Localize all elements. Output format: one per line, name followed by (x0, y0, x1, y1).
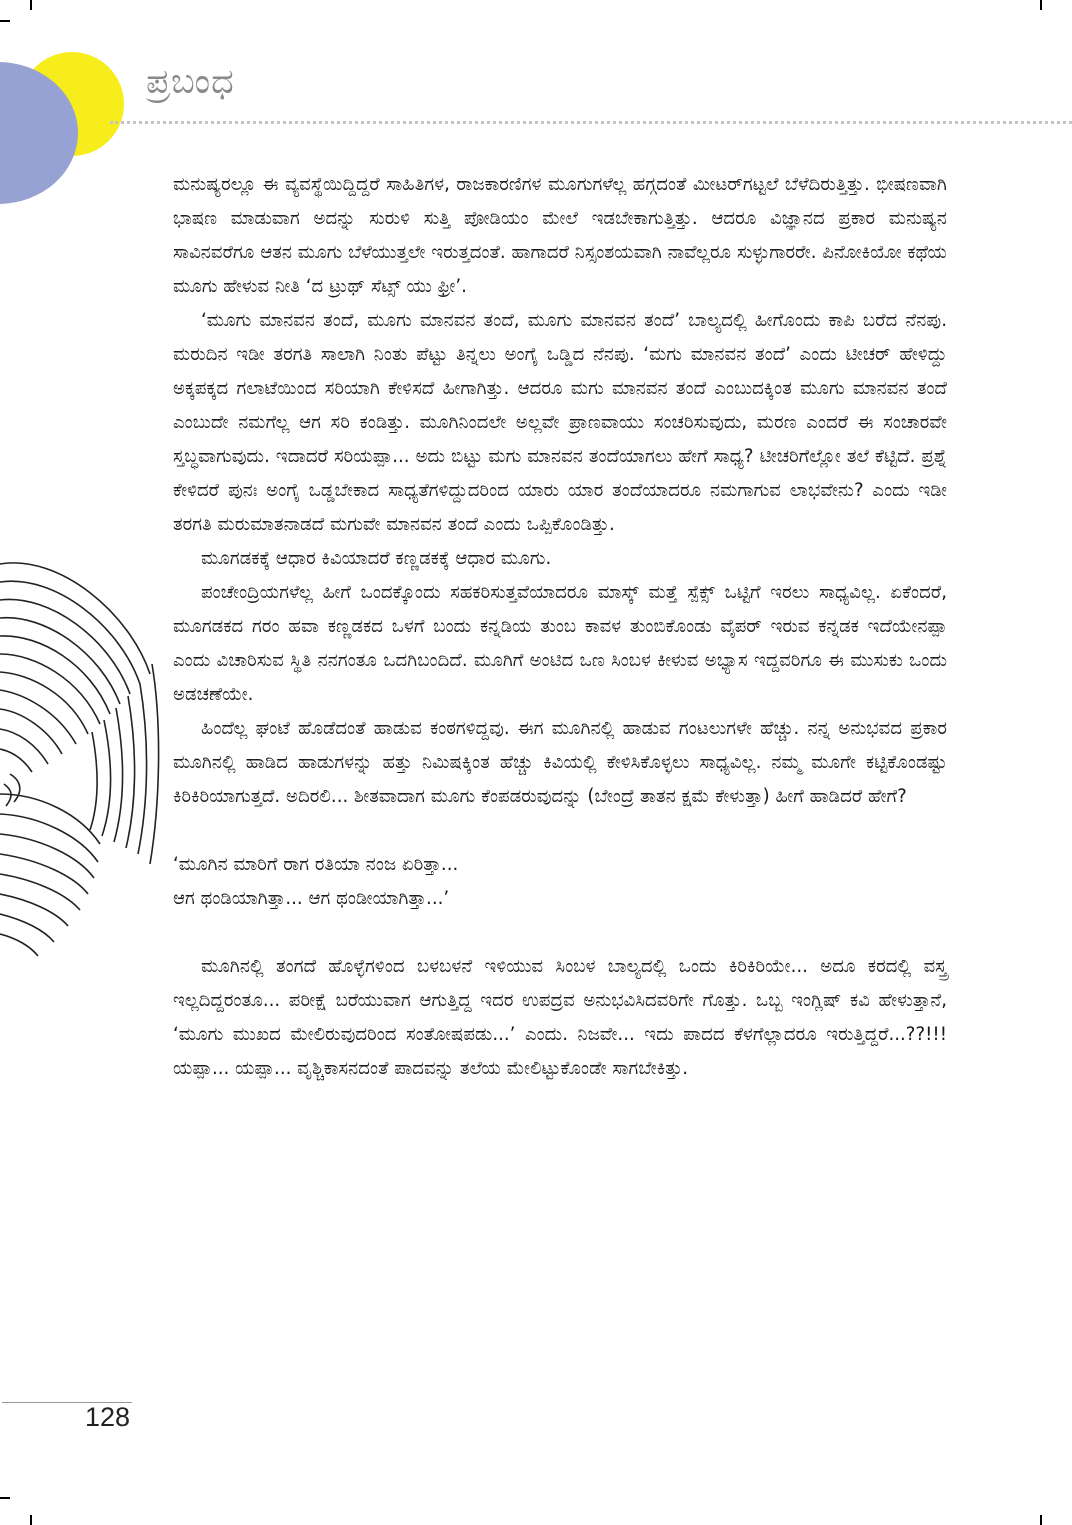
section-title: ಪ್ರಬಂಧ (146, 62, 235, 102)
verse-line: ಆಗ ಥಂಡಿಯಾಗಿತ್ತಾ... ಆಗ ಥಂಡೀಯಾಗಿತ್ತಾ...’ (173, 888, 450, 909)
crop-mark (0, 20, 10, 22)
crop-mark (0, 1497, 10, 1499)
crop-mark (30, 1515, 32, 1525)
crop-mark (30, 0, 32, 10)
paragraph: ಹಿಂದೆಲ್ಲ ಘಂಟೆ ಹೊಡೆದಂತೆ ಹಾಡುವ ಕಂಠಗಳಿದ್ದವು. ಈಗ ಮೂಗಿನಲ್ಲಿ ಹಾಡುವ ಗಂಟಲುಗಳೇ ಹೆಚ್ಚು. ನನ್ನ ಅನುಭವದ ಪ್ರಕಾರ ಮೂಗಿನಲ್ಲಿ ಹಾಡಿದ ಹಾಡುಗಳನ್ನು ಹತ್ತು ನಿಮಿಷಕ್ಕಿಂತ ಹೆಚ್ಚು ಕಿವಿಯಲ್ಲಿ ಕೇಳಿಸಿಕೊಳ್ಳಲು ಸಾಧ್ಯವಿಲ್ಲ. ನಮ್ಮ ಮೂಗೇ ಕಟ್ಟಿಕೊಂಡಷ್ಟು ಕಿರಿಕಿರಿಯಾಗುತ್ತದೆ. ಅದಿರಲಿ... ಶೀತವಾದಾಗ ಮೂಗು ಕೆಂಪಡರುವುದನ್ನು (ಬೇಂದ್ರೆ ತಾತನ ಕ್ಷಮೆ ಕೇಳುತ್ತಾ) ಹೀಗೆ ಹಾಡಿದರೆ ಹೇಗೆ? (173, 718, 947, 807)
crop-mark (1040, 0, 1042, 10)
paragraph: ಪಂಚೇಂದ್ರಿಯಗಳೆಲ್ಲ ಹೀಗೆ ಒಂದಕ್ಕೊಂದು ಸಹಕರಿಸುತ್ತವೆಯಾದರೂ ಮಾಸ್ಕ್ ಮತ್ತೆ ಸ್ಪೆಕ್ಸ್ ಒಟ್ಟಿಗೆ ಇರಲು ಸಾಧ್ಯವಿಲ್ಲ. ಏಕೆಂದರೆ, ಮೂಗಡಕದ ಗರಂ ಹವಾ ಕಣ್ಣಡಕದ ಒಳಗೆ ಬಂದು ಕನ್ನಡಿಯ ತುಂಬ ಕಾವಳ ತುಂಬಿಕೊಂಡು ವೈಪರ್ ಇರುವ ಕನ್ನಡಕ ಇದೆಯೇನಪ್ಪಾ ಎಂದು ವಿಚಾರಿಸುವ ಸ್ಥಿತಿ ನನಗಂತೂ ಒದಗಿಬಂದಿದೆ. ಮೂಗಿಗೆ ಅಂಟಿದ ಒಣ ಸಿಂಬಳ ಕೀಳುವ ಅಭ್ಯಾಸ ಇದ್ದವರಿಗೂ ಈ ಮುಸುಕು ಒಂದು ಅಡಚಣೆಯೇ. (173, 582, 947, 705)
article-body (173, 168, 947, 1086)
page-number: 128 (85, 1402, 131, 1432)
paragraph: ಮೂಗಡಕಕ್ಕೆ ಆಧಾರ ಕಿವಿಯಾದರೆ ಕಣ್ಣಡಕಕ್ಕೆ ಆಧಾರ ಮೂಗು. (201, 548, 552, 569)
fingerprint-illustration (0, 544, 160, 964)
paragraph: ಮನುಷ್ಯರಲ್ಲೂ ಈ ವ್ಯವಸ್ಥೆಯಿದ್ದಿದ್ದರೆ ಸಾಹಿತಿಗಳ, ರಾಜಕಾರಣಿಗಳ ಮೂಗುಗಳೆಲ್ಲ ಹಗ್ಗದಂತೆ ಮೀಟರ್‌ಗಟ್ಟಲೆ ಬೆಳೆದಿರುತ್ತಿತ್ತು. ಭೀಷಣವಾಗಿ ಭಾಷಣ ಮಾಡುವಾಗ ಅದನ್ನು ಸುರುಳಿ ಸುತ್ತಿ ಪೋಡಿಯಂ ಮೇಲೆ ಇಡಬೇಕಾಗುತ್ತಿತ್ತು. ಆದರೂ ವಿಜ್ಞಾನದ ಪ್ರಕಾರ ಮನುಷ್ಯನ ಸಾವಿನವರೆಗೂ ಆತನ ಮೂಗು ಬೆಳೆಯುತ್ತಲೇ ಇರುತ್ತದಂತೆ. ಹಾಗಾದರೆ ನಿಸ್ಸಂಶಯವಾಗಿ ನಾವೆಲ್ಲರೂ ಸುಳ್ಳುಗಾರರೇ. ಪಿನೋಕಿಯೋ ಕಥೆಯ ಮೂಗು ಹೇಳುವ ನೀತಿ ‘ದ ಟ್ರುಥ್ ಸೆಟ್ಸ್ ಯು ಫ್ರೀ’. (173, 174, 947, 297)
verse-block (173, 848, 947, 916)
paragraph: ಮೂಗಿನಲ್ಲಿ ತಂಗದೆ ಹೊಳ್ಳೆಗಳಿಂದ ಬಳಬಳನೆ ಇಳಿಯುವ ಸಿಂಬಳ ಬಾಲ್ಯದಲ್ಲಿ ಒಂದು ಕಿರಿಕಿರಿಯೇ... ಅದೂ ಕರದಲ್ಲಿ ವಸ್ತ್ರ ಇಲ್ಲದಿದ್ದರಂತೂ... ಪರೀಕ್ಷೆ ಬರೆಯುವಾಗ ಆಗುತ್ತಿದ್ದ ಇದರ ಉಪದ್ರವ ಅನುಭವಿಸಿದವರಿಗೇ ಗೊತ್ತು. ಒಬ್ಬ ಇಂಗ್ಲಿಷ್ ಕವಿ ಹೇಳುತ್ತಾನೆ, ‘ಮೂಗು ಮುಖದ ಮೇಲಿರುವುದರಿಂದ ಸಂತೋಷಪಡು...’ ಎಂದು. ನಿಜವೇ... ಇದು ಪಾದದ ಕೆಳಗೆಲ್ಲಾದರೂ ಇರುತ್ತಿದ್ದರೆ...??!!! ಯಪ್ಪಾ... ಯಪ್ಪಾ... ವೃಶ್ಚಿಕಾಸನದಂತೆ ಪಾದವನ್ನು ತಲೆಯ ಮೇಲಿಟ್ಟುಕೊಂಡೇ ಸಾಗಬೇಕಿತ್ತು. (173, 956, 947, 1079)
dotted-divider (110, 121, 1072, 124)
crop-mark (1040, 1515, 1042, 1525)
verse-line: ‘ಮೂಗಿನ ಮಾರಿಗೆ ರಾಗ ರತಿಯಾ ನಂಜ ಏರಿತ್ತಾ... (173, 854, 459, 875)
paragraph: ‘ಮೂಗು ಮಾನವನ ತಂದೆ, ಮೂಗು ಮಾನವನ ತಂದೆ, ಮೂಗು ಮಾನವನ ತಂದೆ’ ಬಾಲ್ಯದಲ್ಲಿ ಹೀಗೊಂದು ಕಾಪಿ ಬರೆದ ನೆನಪು. ಮರುದಿನ ಇಡೀ ತರಗತಿ ಸಾಲಾಗಿ ನಿಂತು ಪೆಟ್ಟು ತಿನ್ನಲು ಅಂಗೈ ಒಡ್ಡಿದ ನೆನಪು. ‘ಮಗು ಮಾನವನ ತಂದೆ’ ಎಂದು ಟೀಚರ್ ಹೇಳಿದ್ದು ಅಕ್ಕಪಕ್ಕದ ಗಲಾಟೆಯಿಂದ ಸರಿಯಾಗಿ ಕೇಳಿಸದೆ ಹೀಗಾಗಿತ್ತು. ಆದರೂ ಮಗು ಮಾನವನ ತಂದೆ ಎಂಬುದಕ್ಕಿಂತ ಮೂಗು ಮಾನವನ ತಂದೆ ಎಂಬುದೇ ನಮಗೆಲ್ಲ ಆಗ ಸರಿ ಕಂಡಿತ್ತು. ಮೂಗಿನಿಂದಲೇ ಅಲ್ಲವೇ ಪ್ರಾಣವಾಯು ಸಂಚರಿಸುವುದು, ಮರಣ ಎಂದರೆ ಈ ಸಂಚಾರವೇ ಸ್ತಬ್ಧವಾಗುವುದು. ಇದಾದರೆ ಸರಿಯಪ್ಪಾ... ಅದು ಬಿಟ್ಟು ಮಗು ಮಾನವನ ತಂದೆಯಾಗಲು ಹೇಗೆ ಸಾಧ್ಯ? ಟೀಚರಿಗೆಲ್ಲೋ ತಲೆ ಕೆಟ್ಟಿದೆ. ಪ್ರಶ್ನೆ ಕೇಳಿದರೆ ಪುನಃ ಅಂಗೈ ಒಡ್ಡಬೇಕಾದ ಸಾಧ್ಯತೆಗಳಿದ್ದುದರಿಂದ ಯಾರು ಯಾರ ತಂದೆಯಾದರೂ ನಮಗಾಗುವ ಲಾಭವೇನು? ಎಂದು ಇಡೀ ತರಗತಿ ಮರುಮಾತನಾಡದೆ ಮಗುವೇ ಮಾನವನ ತಂದೆ ಎಂದು ಒಪ್ಪಿಕೊಂಡಿತ್ತು. (173, 310, 947, 535)
